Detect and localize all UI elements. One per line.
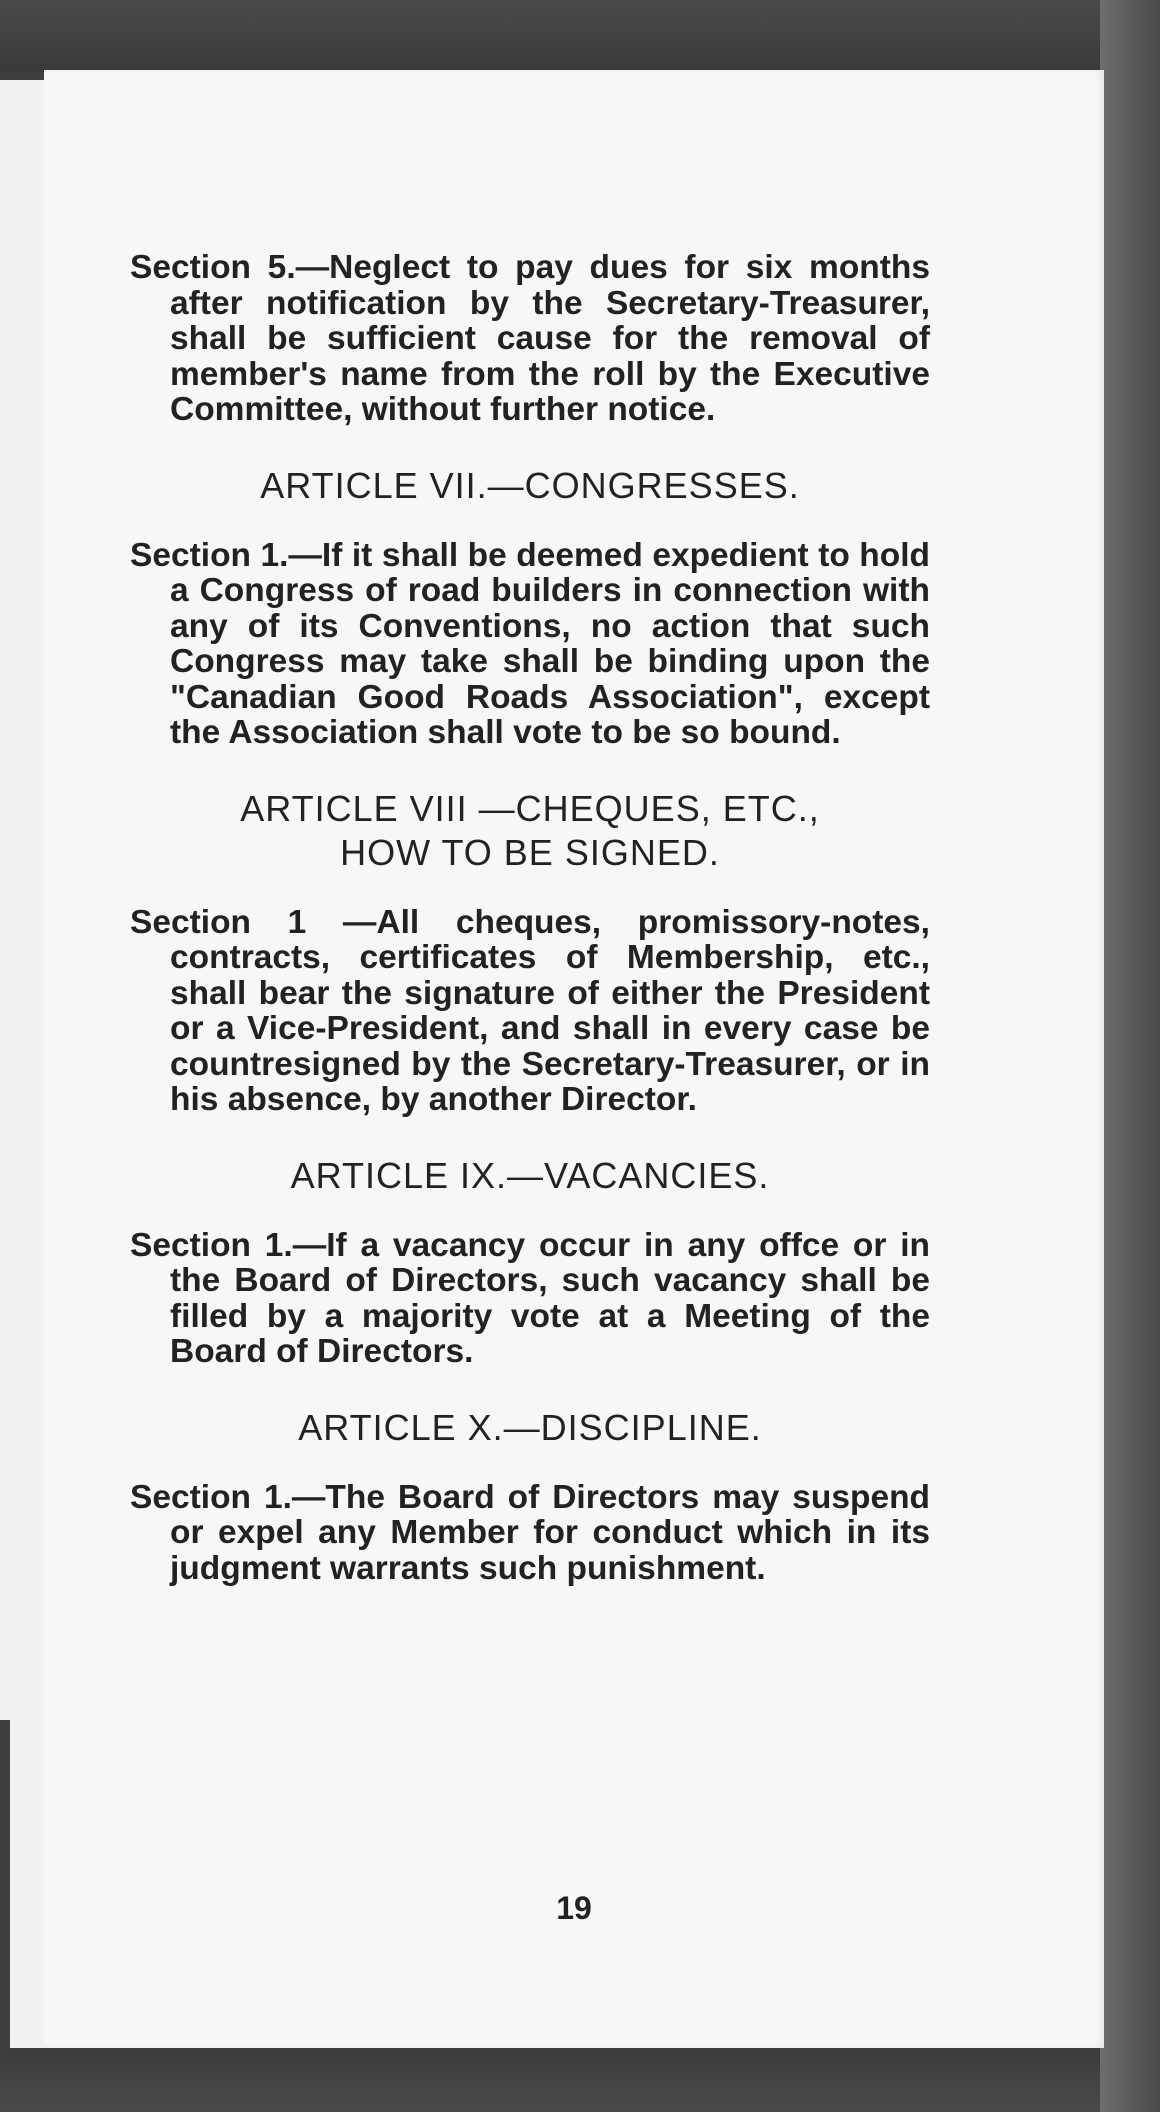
page-content (130, 250, 930, 1586)
scan-background-bottom (0, 2040, 1160, 2112)
article-x-section-1: Section 1.—The Board of Directors may suspend or expel any Member for conduct which in its judgment warrants such punishment. (130, 1478, 930, 1587)
spacer (130, 1118, 930, 1154)
spacer (130, 875, 930, 905)
article-vii-heading: ARTICLE VII.—CONGRESSES. (260, 464, 800, 506)
article-vii-section-1: Section 1.—If it shall be deemed expedient to hold a Congress of road builders in connection with any of its Conventions, no action that such Congress may take shall be binding upon the "Canadian Good Roads Association", except the Association shall vote to be so bound. (130, 536, 930, 751)
article-x-heading: ARTICLE X.—DISCIPLINE. (298, 1406, 762, 1448)
spacer (130, 751, 930, 787)
facing-page-gap (0, 1720, 10, 2050)
spacer (130, 428, 930, 464)
article-viii-section-1: Section 1 —All cheques, promissory-notes, contracts, certificates of Membership, etc., shall bear the signature of either the President or a Vice-President, and shall in every case be countresigned by the Secretary-Treasurer, or in his absence, by another Director. (130, 903, 930, 1118)
article-viii-heading-line-1: ARTICLE VIII —CHEQUES, ETC., (240, 787, 820, 829)
spacer (130, 1450, 930, 1480)
scan-background-right (1100, 0, 1160, 2112)
scan-background-top (0, 0, 1160, 72)
spacer (130, 1370, 930, 1406)
page-number: 19 (556, 1890, 592, 1926)
spacer (130, 508, 930, 538)
article-ix-heading: ARTICLE IX.—VACANCIES. (290, 1154, 770, 1196)
article-viii-heading-line-2: HOW TO BE SIGNED. (340, 831, 720, 873)
spacer (130, 1198, 930, 1228)
section-5-neglect-dues: Section 5.—Neglect to pay dues for six months after notification by the Secretary-Treasurer, shall be sufficient cause for the removal of member's name from the roll by the Executive Committee, without further notice. (130, 249, 930, 428)
article-ix-section-1: Section 1.—If a vacancy occur in any offce or in the Board of Directors, such vacancy shall be filled by a majority vote at a Meeting of the Board of Directors. (130, 1226, 930, 1370)
